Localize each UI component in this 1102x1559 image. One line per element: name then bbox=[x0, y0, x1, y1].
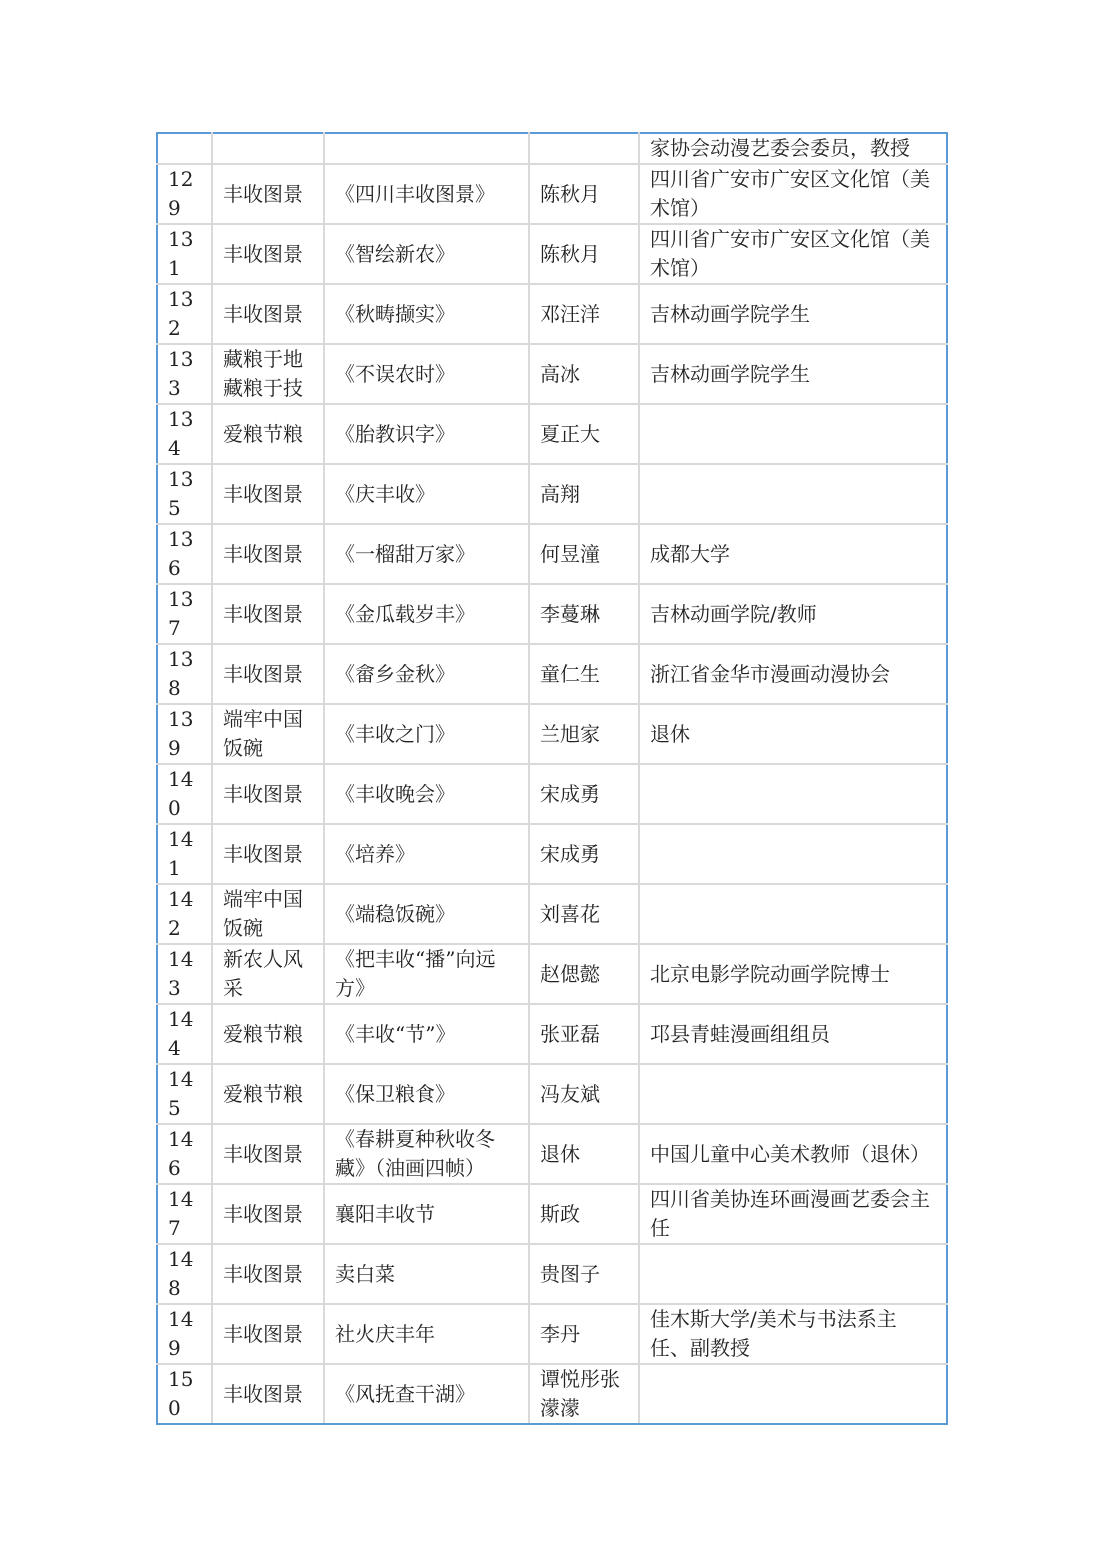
cell-unit bbox=[639, 1244, 947, 1304]
cell-author: 高冰 bbox=[529, 344, 639, 404]
cell-theme: 丰收图景 bbox=[212, 584, 324, 644]
cell-no: 142 bbox=[157, 884, 212, 944]
table-row bbox=[157, 524, 947, 584]
cell-theme: 丰收图景 bbox=[212, 524, 324, 584]
cell-no: 134 bbox=[157, 404, 212, 464]
table-row bbox=[157, 1004, 947, 1064]
cell-no: 131 bbox=[157, 224, 212, 284]
cell-title: 《畲乡金秋》 bbox=[324, 644, 529, 704]
cell-theme: 爱粮节粮 bbox=[212, 1004, 324, 1064]
cell-author bbox=[529, 133, 639, 164]
table-row bbox=[157, 1304, 947, 1364]
cell-theme: 丰收图景 bbox=[212, 1244, 324, 1304]
cell-author: 童仁生 bbox=[529, 644, 639, 704]
cell-no: 150 bbox=[157, 1364, 212, 1424]
cell-unit: 中国儿童中心美术教师（退休） bbox=[639, 1124, 947, 1184]
cell-author: 斯政 bbox=[529, 1184, 639, 1244]
cell-no: 136 bbox=[157, 524, 212, 584]
cell-theme: 端牢中国饭碗 bbox=[212, 704, 324, 764]
cell-no: 143 bbox=[157, 944, 212, 1004]
cell-author: 陈秋月 bbox=[529, 224, 639, 284]
cell-no: 140 bbox=[157, 764, 212, 824]
cell-unit: 吉林动画学院/教师 bbox=[639, 584, 947, 644]
table-row bbox=[157, 464, 947, 524]
table-row bbox=[157, 1064, 947, 1124]
cell-unit: 吉林动画学院学生 bbox=[639, 344, 947, 404]
cell-theme: 丰收图景 bbox=[212, 824, 324, 884]
cell-no: 144 bbox=[157, 1004, 212, 1064]
cell-author: 夏正大 bbox=[529, 404, 639, 464]
cell-title: 襄阳丰收节 bbox=[324, 1184, 529, 1244]
cell-author: 贵图子 bbox=[529, 1244, 639, 1304]
cell-author: 邓汪洋 bbox=[529, 284, 639, 344]
cell-unit: 成都大学 bbox=[639, 524, 947, 584]
cell-unit: 浙江省金华市漫画动漫协会 bbox=[639, 644, 947, 704]
cell-title: 《把丰收“播”向远方》 bbox=[324, 944, 529, 1004]
table-row bbox=[157, 944, 947, 1004]
cell-title: 《春耕夏种秋收冬藏》（油画四帧） bbox=[324, 1124, 529, 1184]
cell-title: 《培养》 bbox=[324, 824, 529, 884]
table-row bbox=[157, 164, 947, 224]
cell-no: 145 bbox=[157, 1064, 212, 1124]
cell-title bbox=[324, 133, 529, 164]
cell-unit: 四川省广安市广安区文化馆（美术馆） bbox=[639, 164, 947, 224]
cell-title: 《一榴甜万家》 bbox=[324, 524, 529, 584]
cell-no: 139 bbox=[157, 704, 212, 764]
cell-author: 宋成勇 bbox=[529, 764, 639, 824]
table-row bbox=[157, 644, 947, 704]
cell-theme: 爱粮节粮 bbox=[212, 404, 324, 464]
table-row bbox=[157, 704, 947, 764]
cell-no: 137 bbox=[157, 584, 212, 644]
cell-unit: 邛县青蛙漫画组组员 bbox=[639, 1004, 947, 1064]
cell-title: 社火庆丰年 bbox=[324, 1304, 529, 1364]
cell-theme: 丰收图景 bbox=[212, 1364, 324, 1424]
cell-unit: 北京电影学院动画学院博士 bbox=[639, 944, 947, 1004]
cell-title: 《丰收晚会》 bbox=[324, 764, 529, 824]
cell-theme: 丰收图景 bbox=[212, 164, 324, 224]
table-row bbox=[157, 284, 947, 344]
cell-title: 《庆丰收》 bbox=[324, 464, 529, 524]
cell-author: 谭悦彤张濛濛 bbox=[529, 1364, 639, 1424]
cell-theme: 丰收图景 bbox=[212, 284, 324, 344]
cell-unit bbox=[639, 464, 947, 524]
cell-author: 宋成勇 bbox=[529, 824, 639, 884]
cell-theme bbox=[212, 133, 324, 164]
cell-author: 张亚磊 bbox=[529, 1004, 639, 1064]
cell-no: 132 bbox=[157, 284, 212, 344]
table-row bbox=[157, 764, 947, 824]
cell-author: 高翔 bbox=[529, 464, 639, 524]
cell-no: 141 bbox=[157, 824, 212, 884]
cell-no: 148 bbox=[157, 1244, 212, 1304]
cell-no: 133 bbox=[157, 344, 212, 404]
table-row bbox=[157, 1364, 947, 1424]
cell-unit bbox=[639, 884, 947, 944]
cell-no: 149 bbox=[157, 1304, 212, 1364]
cell-unit: 佳木斯大学/美术与书法系主任、副教授 bbox=[639, 1304, 947, 1364]
cell-unit bbox=[639, 1364, 947, 1424]
cell-author: 陈秋月 bbox=[529, 164, 639, 224]
cell-theme: 丰收图景 bbox=[212, 1304, 324, 1364]
cell-no: 146 bbox=[157, 1124, 212, 1184]
cell-no: 147 bbox=[157, 1184, 212, 1244]
cell-unit bbox=[639, 824, 947, 884]
cell-no: 135 bbox=[157, 464, 212, 524]
cell-title: 《丰收“节”》 bbox=[324, 1004, 529, 1064]
table-row bbox=[157, 1184, 947, 1244]
cell-title: 《胎教识字》 bbox=[324, 404, 529, 464]
cell-author: 李丹 bbox=[529, 1304, 639, 1364]
cell-author: 冯友斌 bbox=[529, 1064, 639, 1124]
cell-no bbox=[157, 133, 212, 164]
cell-unit: 四川省广安市广安区文化馆（美术馆） bbox=[639, 224, 947, 284]
table-row bbox=[157, 344, 947, 404]
cell-title: 《保卫粮食》 bbox=[324, 1064, 529, 1124]
cell-unit: 家协会动漫艺委会委员，教授 bbox=[639, 133, 947, 164]
cell-theme: 丰收图景 bbox=[212, 1184, 324, 1244]
cell-unit bbox=[639, 764, 947, 824]
cell-title: 《风抚查干湖》 bbox=[324, 1364, 529, 1424]
cell-unit: 四川省美协连环画漫画艺委会主任 bbox=[639, 1184, 947, 1244]
cell-author: 赵偲懿 bbox=[529, 944, 639, 1004]
cell-theme: 丰收图景 bbox=[212, 224, 324, 284]
cell-title: 《丰收之门》 bbox=[324, 704, 529, 764]
cell-unit: 吉林动画学院学生 bbox=[639, 284, 947, 344]
table-row bbox=[157, 824, 947, 884]
cell-author: 兰旭家 bbox=[529, 704, 639, 764]
cell-title: 《金瓜载岁丰》 bbox=[324, 584, 529, 644]
cell-title: 《不误农时》 bbox=[324, 344, 529, 404]
cell-title: 《端稳饭碗》 bbox=[324, 884, 529, 944]
cell-theme: 丰收图景 bbox=[212, 464, 324, 524]
table-row bbox=[157, 1124, 947, 1184]
cell-theme: 爱粮节粮 bbox=[212, 1064, 324, 1124]
cell-theme: 藏粮于地藏粮于技 bbox=[212, 344, 324, 404]
cell-unit: 退休 bbox=[639, 704, 947, 764]
cell-theme: 丰收图景 bbox=[212, 1124, 324, 1184]
cell-unit bbox=[639, 404, 947, 464]
entries-table bbox=[156, 132, 948, 1425]
cell-theme: 端牢中国饭碗 bbox=[212, 884, 324, 944]
table-row bbox=[157, 224, 947, 284]
table-row bbox=[157, 133, 947, 164]
cell-theme: 丰收图景 bbox=[212, 644, 324, 704]
cell-theme: 新农人风采 bbox=[212, 944, 324, 1004]
table-body bbox=[157, 133, 947, 1424]
table-row bbox=[157, 884, 947, 944]
table-row bbox=[157, 404, 947, 464]
cell-title: 《四川丰收图景》 bbox=[324, 164, 529, 224]
cell-author: 李蔓琳 bbox=[529, 584, 639, 644]
cell-title: 《智绘新农》 bbox=[324, 224, 529, 284]
table-row bbox=[157, 1244, 947, 1304]
cell-theme: 丰收图景 bbox=[212, 764, 324, 824]
cell-unit bbox=[639, 1064, 947, 1124]
cell-title: 《秋畴撷实》 bbox=[324, 284, 529, 344]
table-row bbox=[157, 584, 947, 644]
cell-no: 138 bbox=[157, 644, 212, 704]
cell-title: 卖白菜 bbox=[324, 1244, 529, 1304]
cell-author: 何昱潼 bbox=[529, 524, 639, 584]
cell-author: 刘喜花 bbox=[529, 884, 639, 944]
cell-no: 129 bbox=[157, 164, 212, 224]
cell-author: 退休 bbox=[529, 1124, 639, 1184]
